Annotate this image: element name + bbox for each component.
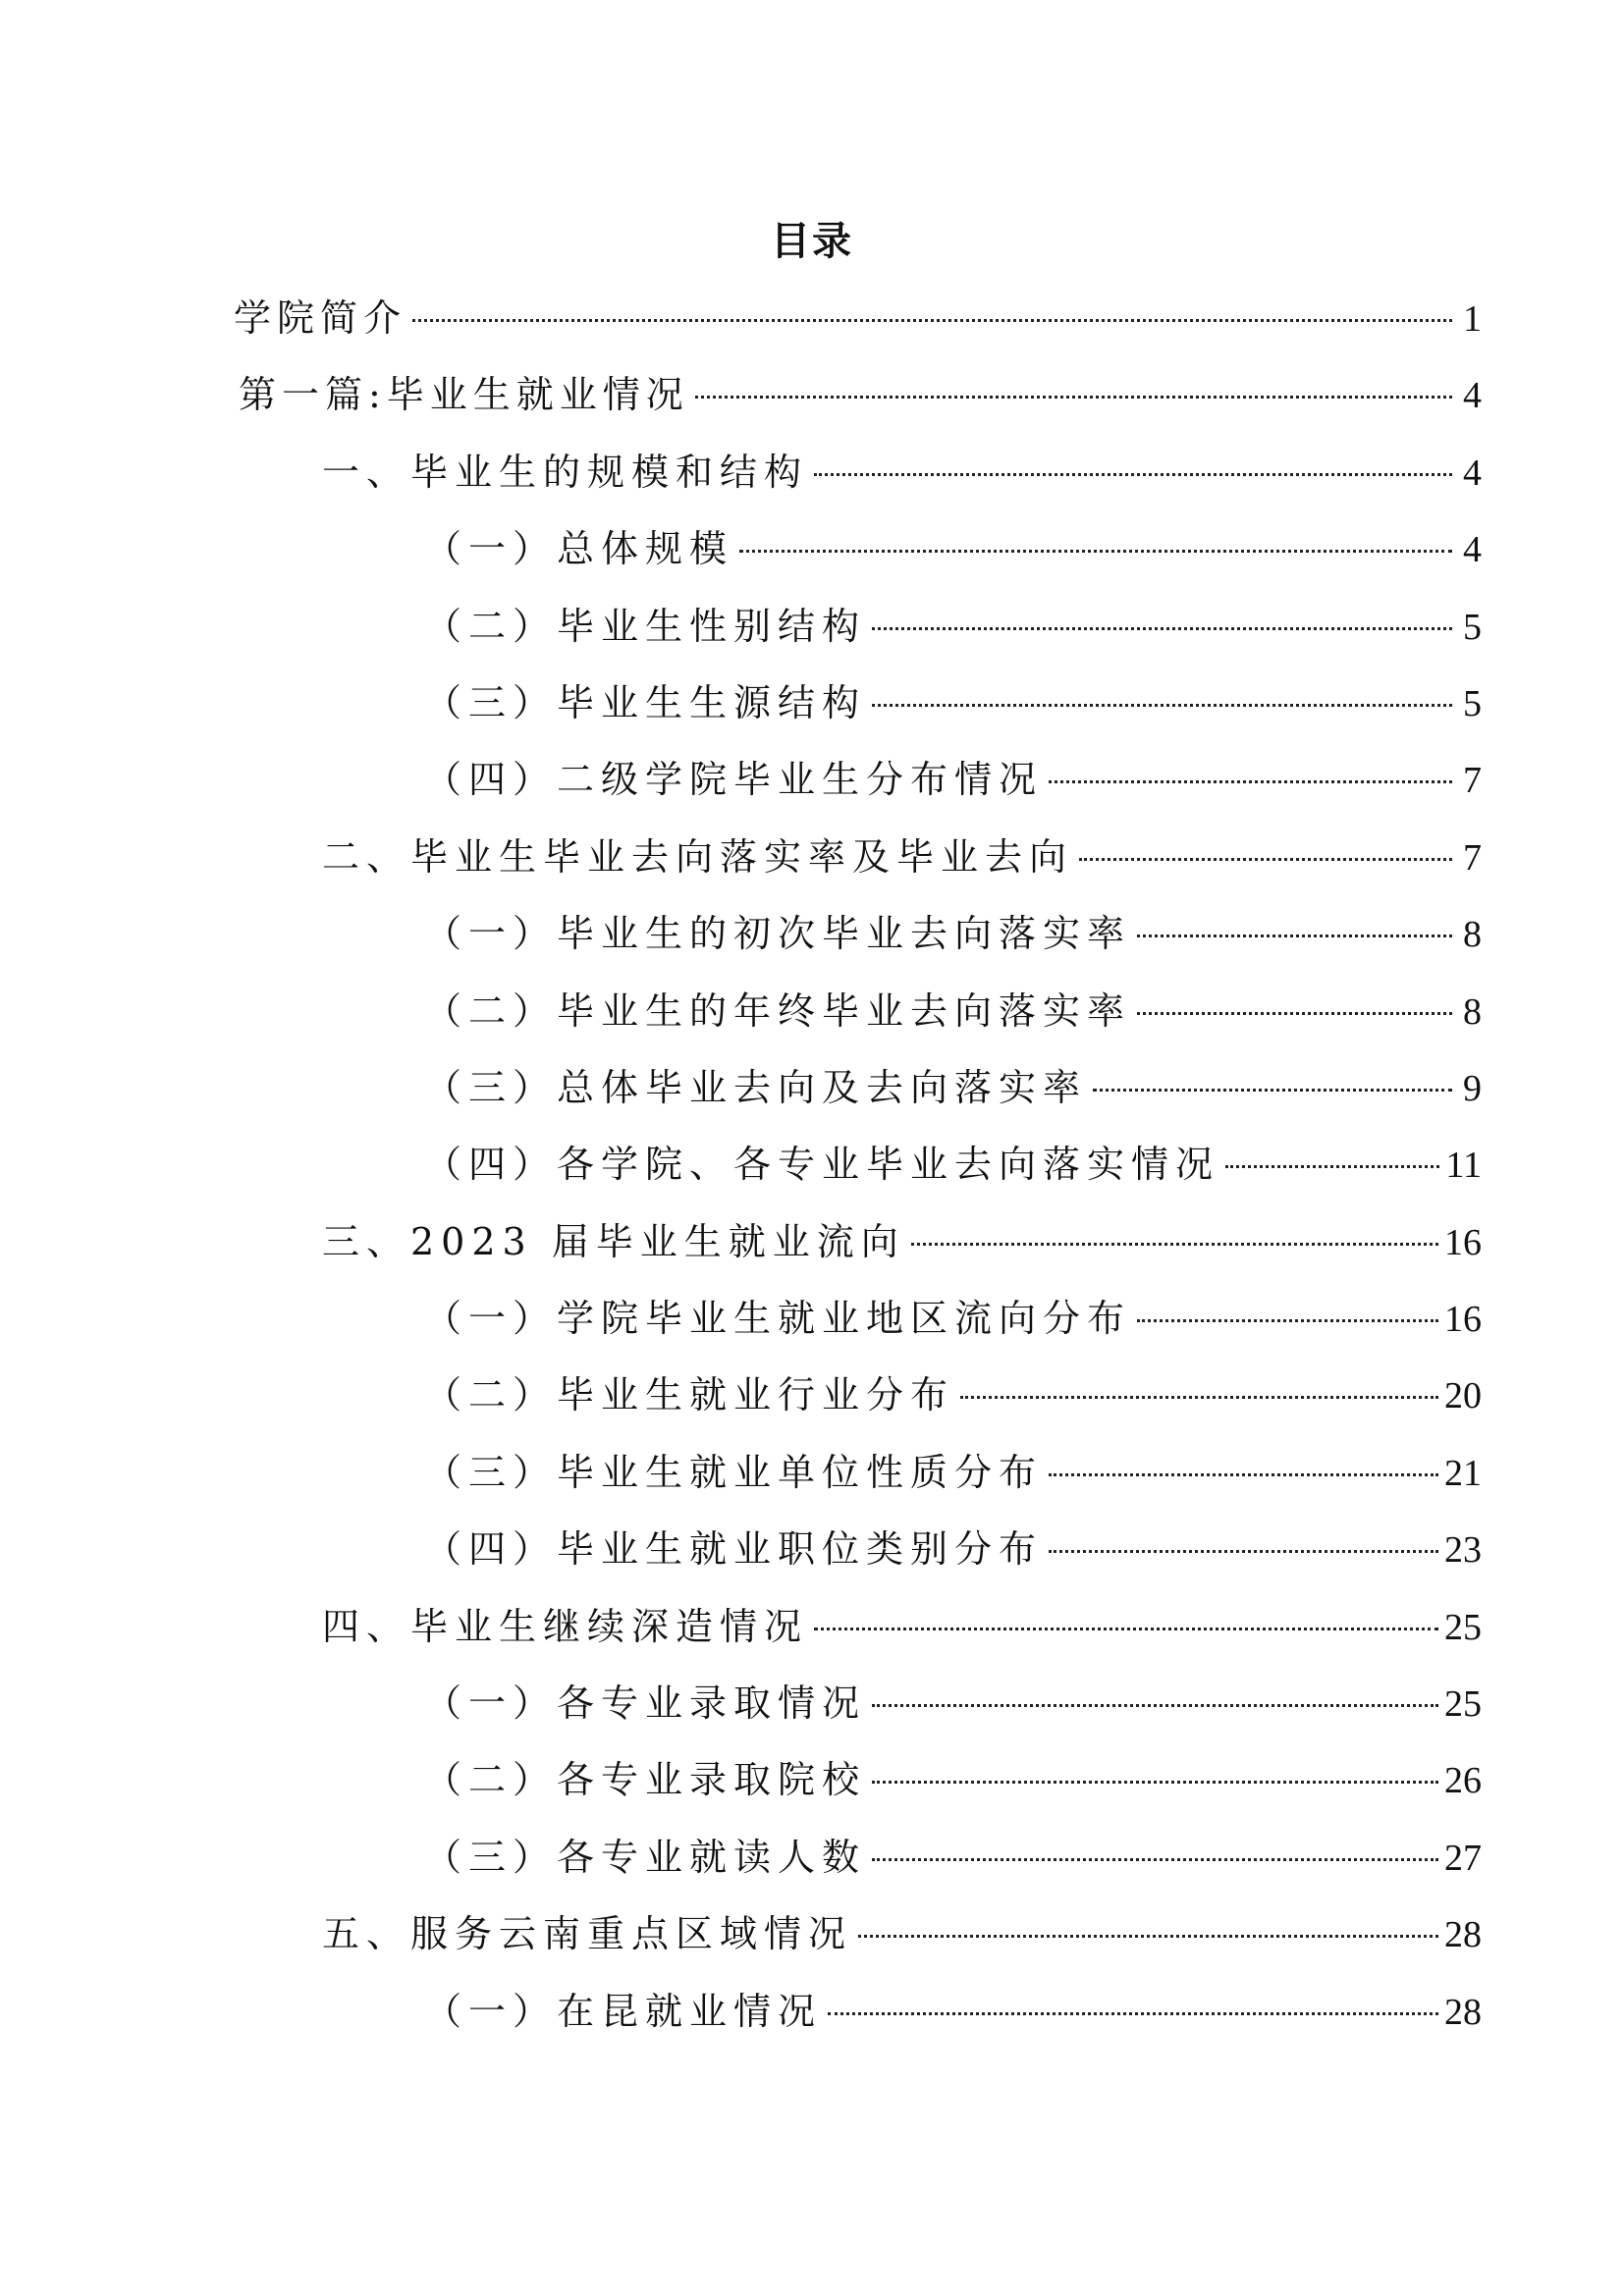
toc-entry[interactable]: [0, 906, 1624, 983]
toc-entry-page-number: 8: [1463, 990, 1482, 1033]
toc-entry-label: 学院简介: [234, 296, 407, 340]
toc-entry-page-number: 4: [1463, 529, 1482, 571]
toc-entry-label: （一）学院毕业生就业地区流向分布: [424, 1297, 1132, 1341]
dot-leader: [739, 550, 1452, 553]
dot-leader: [858, 1935, 1438, 1938]
dot-leader: [1049, 780, 1452, 783]
toc-entry-label: 第一篇:毕业生就业情况: [239, 373, 689, 417]
dot-leader: [1079, 858, 1452, 861]
toc-entry[interactable]: [0, 1445, 1624, 1522]
toc-entry-page-number: 21: [1444, 1452, 1482, 1494]
toc-entry-page-number: 25: [1444, 1606, 1482, 1648]
dot-leader: [1137, 934, 1452, 937]
toc-entry[interactable]: [0, 1291, 1624, 1367]
dot-leader: [960, 1396, 1438, 1399]
toc-entry-page-number: 1: [1463, 298, 1482, 340]
toc-entry[interactable]: [0, 1060, 1624, 1137]
toc-entry-page-number: 23: [1444, 1529, 1482, 1572]
toc-entry[interactable]: [0, 752, 1624, 828]
toc-entry-label: （一）在昆就业情况: [424, 1989, 823, 2033]
toc-entry-label: （四）二级学院毕业生分布情况: [424, 758, 1044, 802]
toc-entry-label: （二）毕业生性别结构: [424, 604, 867, 648]
toc-entry-label: （一）各专业录取情况: [424, 1682, 867, 1726]
toc-entry[interactable]: [0, 1599, 1624, 1676]
toc-entry-label: 二、毕业生毕业去向落实率及毕业去向: [322, 834, 1074, 879]
toc-entry-page-number: 26: [1444, 1760, 1482, 1802]
toc-entry-label: 四、毕业生继续深造情况: [322, 1604, 809, 1648]
dot-leader: [412, 319, 1452, 322]
toc-entry-label: （三）毕业生就业单位性质分布: [424, 1450, 1044, 1494]
toc-entry[interactable]: [0, 1676, 1624, 1752]
toc-entry-label: （二）毕业生的年终毕业去向落实率: [424, 988, 1132, 1033]
toc-entry-label: （三）毕业生生源结构: [424, 680, 867, 724]
dot-leader: [872, 627, 1452, 630]
toc-entry[interactable]: [0, 1984, 1624, 2060]
toc-entry[interactable]: [0, 984, 1624, 1060]
toc-entry[interactable]: [0, 1906, 1624, 1983]
dot-leader: [1049, 1550, 1438, 1553]
toc-entry-page-number: 4: [1463, 375, 1482, 417]
dot-leader: [1137, 1012, 1452, 1015]
toc-entry-label: （四）毕业生就业职位类别分布: [424, 1527, 1044, 1572]
toc-entry[interactable]: [0, 367, 1624, 444]
dot-leader: [1093, 1089, 1452, 1092]
toc-entry[interactable]: [0, 445, 1624, 521]
toc-entry-label: （一）总体规模: [424, 527, 734, 571]
dot-leader: [872, 704, 1452, 707]
toc-entry-label: （四）各学院、各专业毕业去向落实情况: [424, 1143, 1220, 1187]
toc-entry[interactable]: [0, 1137, 1624, 1213]
toc-entry[interactable]: [0, 1214, 1624, 1291]
toc-entry-page-number: 20: [1444, 1375, 1482, 1417]
toc-entry-label: （三）总体毕业去向及去向落实率: [424, 1065, 1088, 1109]
toc-entry-label: （一）毕业生的初次毕业去向落实率: [424, 912, 1132, 956]
toc-list: [0, 291, 1624, 2060]
dot-leader: [828, 2012, 1438, 2015]
toc-entry-page-number: 28: [1444, 1914, 1482, 1956]
toc-entry[interactable]: [0, 1830, 1624, 1906]
dot-leader: [814, 1628, 1438, 1630]
toc-entry-page-number: 5: [1463, 606, 1482, 648]
dot-leader: [1049, 1473, 1438, 1476]
dot-leader: [872, 1704, 1438, 1707]
toc-entry-page-number: 25: [1444, 1683, 1482, 1726]
toc-entry[interactable]: [0, 521, 1624, 598]
toc-entry-page-number: 5: [1463, 682, 1482, 724]
dot-leader: [695, 396, 1452, 399]
toc-entry-label: 三、2023 届毕业生就业流向: [322, 1219, 905, 1263]
toc-entry-label: （三）各专业就读人数: [424, 1835, 867, 1879]
toc-entry-label: 五、服务云南重点区域情况: [322, 1912, 853, 1956]
toc-entry[interactable]: [0, 1367, 1624, 1444]
toc-entry-label: （二）各专业录取院校: [424, 1758, 867, 1802]
toc-entry-page-number: 16: [1444, 1221, 1482, 1263]
dot-leader: [872, 1858, 1438, 1861]
toc-entry-page-number: 8: [1463, 914, 1482, 956]
toc-entry-page-number: 7: [1463, 836, 1482, 879]
toc-entry-page-number: 11: [1445, 1145, 1482, 1187]
toc-entry[interactable]: [0, 291, 1624, 367]
dot-leader: [872, 1781, 1438, 1784]
dot-leader: [1137, 1319, 1438, 1322]
toc-entry[interactable]: [0, 675, 1624, 752]
toc-entry-page-number: 16: [1444, 1299, 1482, 1341]
dot-leader: [1225, 1165, 1439, 1168]
toc-entry[interactable]: [0, 1522, 1624, 1598]
toc-entry[interactable]: [0, 1752, 1624, 1829]
toc-entry-page-number: 7: [1463, 760, 1482, 802]
toc-entry[interactable]: [0, 599, 1624, 675]
toc-entry[interactable]: [0, 829, 1624, 906]
toc-entry-page-number: 28: [1444, 1991, 1482, 2033]
toc-entry-page-number: 4: [1463, 452, 1482, 494]
toc-title: 目录: [771, 219, 853, 264]
toc-entry-label: （二）毕业生就业行业分布: [424, 1373, 955, 1417]
toc-entry-page-number: 27: [1444, 1837, 1482, 1879]
dot-leader: [911, 1243, 1438, 1246]
toc-entry-page-number: 9: [1463, 1067, 1482, 1109]
dot-leader: [814, 473, 1452, 476]
toc-entry-label: 一、毕业生的规模和结构: [322, 450, 809, 494]
